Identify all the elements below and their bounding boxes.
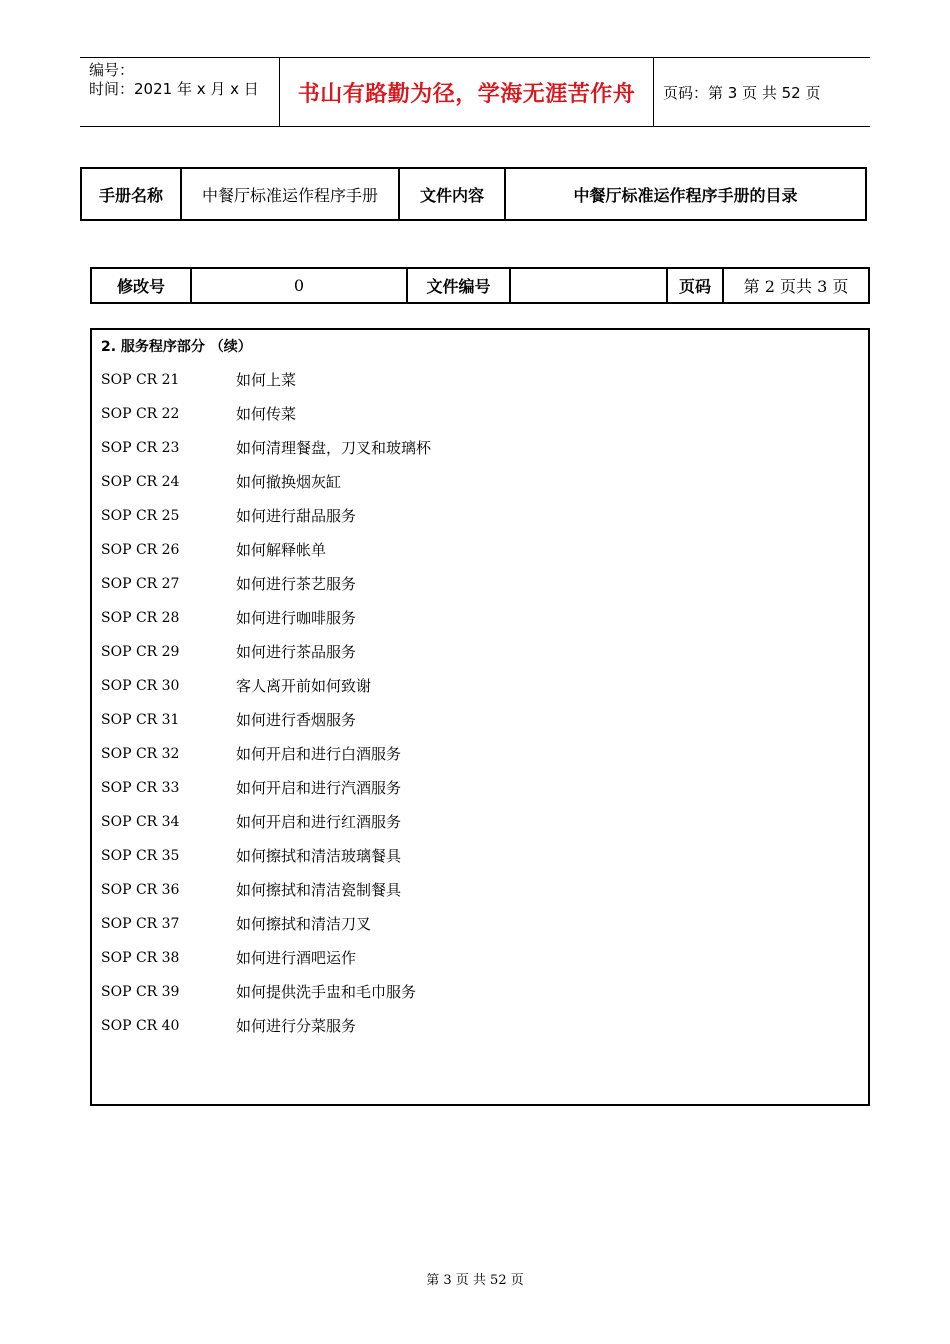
sop-code: SOP CR 23 bbox=[101, 440, 180, 456]
list-item bbox=[101, 438, 431, 472]
sop-title: 如何清理餐盘，刀叉和玻璃杯 bbox=[236, 439, 432, 457]
page-header bbox=[80, 57, 870, 127]
page-label: 页码 bbox=[668, 269, 724, 302]
content-label: 文件内容 bbox=[400, 169, 506, 219]
manual-name-label: 手册名称 bbox=[82, 169, 182, 219]
sop-code: SOP CR 32 bbox=[101, 746, 180, 762]
list-item bbox=[101, 574, 431, 608]
sop-code: SOP CR 25 bbox=[101, 508, 180, 524]
header-page-info: 页码：第 3 页 共 52 页 bbox=[663, 83, 821, 102]
content-value: 中餐厅标准运作程序手册的目录 bbox=[573, 185, 798, 205]
list-item bbox=[101, 778, 431, 812]
number-label: 编号： bbox=[89, 61, 135, 79]
manual-info-table bbox=[80, 167, 867, 221]
list-item bbox=[101, 1016, 431, 1050]
list-item bbox=[101, 404, 431, 438]
sop-code: SOP CR 31 bbox=[101, 712, 180, 728]
list-item bbox=[101, 948, 431, 982]
sop-title: 如何传菜 bbox=[236, 405, 297, 423]
sop-title: 如何开启和进行白酒服务 bbox=[236, 745, 402, 763]
sop-title: 如何擦拭和清洁瓷制餐具 bbox=[236, 881, 402, 899]
sop-code: SOP CR 30 bbox=[101, 678, 180, 694]
date-line: 时间：2021 年 x 月 x 日 bbox=[89, 80, 259, 98]
list-item bbox=[101, 370, 431, 404]
sop-title: 如何进行分菜服务 bbox=[236, 1017, 357, 1035]
sop-code: SOP CR 34 bbox=[101, 814, 180, 830]
sop-code: SOP CR 29 bbox=[101, 644, 180, 660]
revision-table bbox=[90, 267, 870, 304]
sop-title: 如何上菜 bbox=[236, 371, 297, 389]
list-item bbox=[101, 506, 431, 540]
sop-code: SOP CR 21 bbox=[101, 372, 180, 388]
header-meta bbox=[80, 58, 280, 126]
list-item bbox=[101, 472, 431, 506]
sop-code: SOP CR 38 bbox=[101, 950, 180, 966]
header-motto: 书山有路勤为径，学海无涯苦作舟 bbox=[280, 58, 654, 126]
sop-code: SOP CR 22 bbox=[101, 406, 180, 422]
sop-code: SOP CR 33 bbox=[101, 780, 180, 796]
sop-code: SOP CR 27 bbox=[101, 576, 180, 592]
sop-title: 如何擦拭和清洁玻璃餐具 bbox=[236, 847, 402, 865]
sop-code: SOP CR 28 bbox=[101, 610, 180, 626]
list-item bbox=[101, 676, 431, 710]
list-item bbox=[101, 812, 431, 846]
sop-title: 如何开启和进行汽酒服务 bbox=[236, 779, 402, 797]
sop-title: 如何解释帐单 bbox=[236, 541, 327, 559]
sop-title: 如何提供洗手盅和毛巾服务 bbox=[236, 983, 417, 1001]
list-item bbox=[101, 540, 431, 574]
sop-title: 如何进行香烟服务 bbox=[236, 711, 357, 729]
sop-title: 如何进行茶品服务 bbox=[236, 643, 357, 661]
page-value: 第 2 页共 3 页 bbox=[743, 277, 849, 296]
revision-label: 修改号 bbox=[92, 269, 192, 302]
sop-title: 客人离开前如何致谢 bbox=[236, 677, 372, 695]
list-item bbox=[101, 744, 431, 778]
sop-code: SOP CR 36 bbox=[101, 882, 180, 898]
sop-title: 如何进行酒吧运作 bbox=[236, 949, 357, 967]
sop-title: 如何进行茶艺服务 bbox=[236, 575, 357, 593]
sop-title: 如何进行咖啡服务 bbox=[236, 609, 357, 627]
page-footer: 第 3 页 共 52 页 bbox=[426, 1273, 524, 1288]
sop-code: SOP CR 24 bbox=[101, 474, 180, 490]
sop-list bbox=[101, 370, 431, 1050]
sop-title: 如何撤换烟灰缸 bbox=[236, 473, 342, 491]
sop-title: 如何开启和进行红酒服务 bbox=[236, 813, 402, 831]
list-item bbox=[101, 914, 431, 948]
sop-code: SOP CR 37 bbox=[101, 916, 180, 932]
list-item bbox=[101, 982, 431, 1016]
file-number-label: 文件编号 bbox=[408, 269, 511, 302]
revision-value: 0 bbox=[192, 269, 408, 302]
list-item bbox=[101, 608, 431, 642]
list-item bbox=[101, 710, 431, 744]
list-item bbox=[101, 846, 431, 880]
manual-name-value: 中餐厅标准运作程序手册 bbox=[182, 169, 400, 219]
sop-code: SOP CR 40 bbox=[101, 1018, 180, 1034]
sop-code: SOP CR 26 bbox=[101, 542, 180, 558]
list-item bbox=[101, 880, 431, 914]
list-item bbox=[101, 642, 431, 676]
sop-title: 如何进行甜品服务 bbox=[236, 507, 357, 525]
sop-title: 如何擦拭和清洁刀叉 bbox=[236, 915, 372, 933]
file-number-value bbox=[511, 269, 668, 302]
toc-content-box bbox=[90, 328, 870, 1106]
section-title: 2. 服务程序部分 （续） bbox=[101, 339, 252, 355]
sop-code: SOP CR 39 bbox=[101, 984, 180, 1000]
sop-code: SOP CR 35 bbox=[101, 848, 180, 864]
